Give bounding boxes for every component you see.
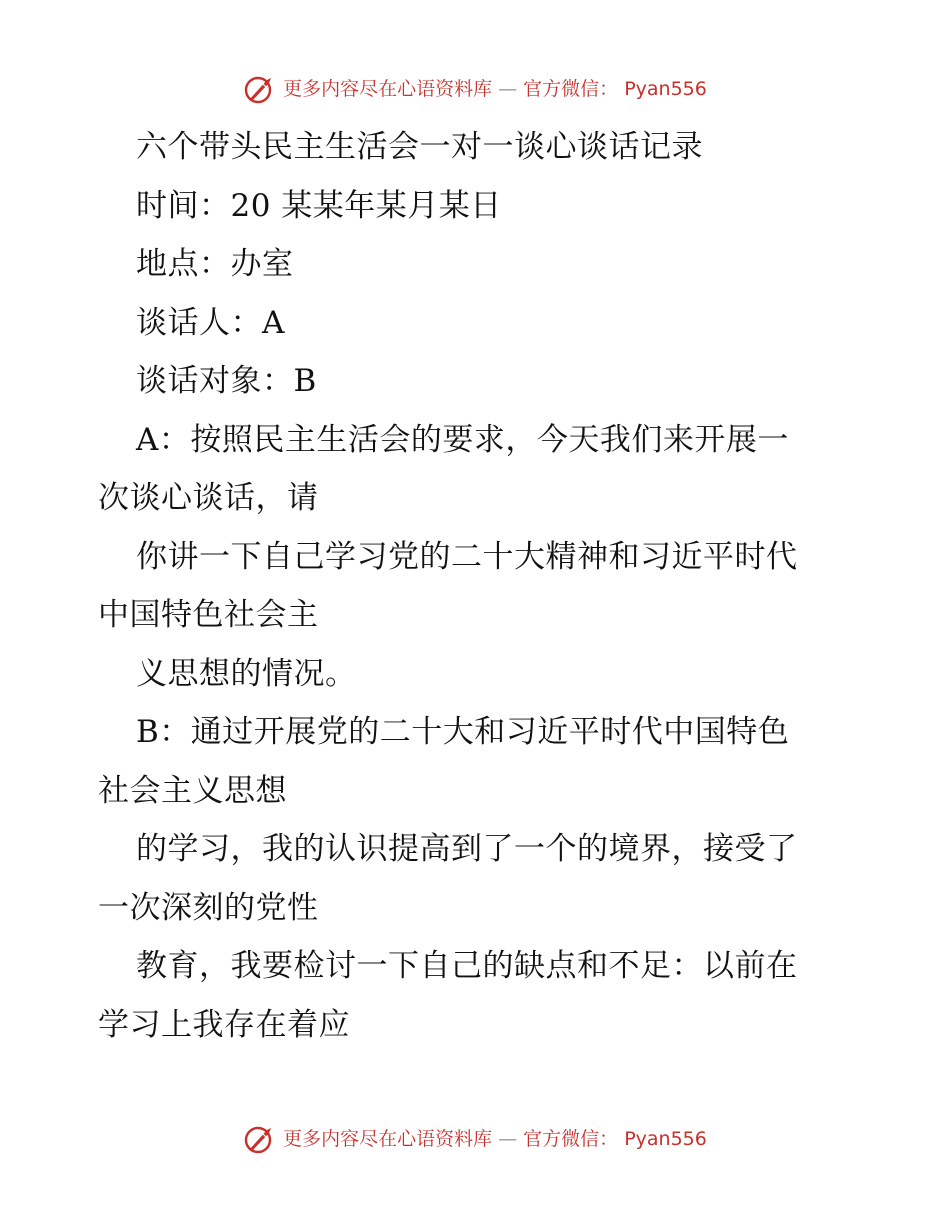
document-title: 六个带头民主生活会一对一谈心谈话记录 [136,129,703,165]
meta-interviewee: 谈话对象：B [136,363,317,399]
quill-pen-circle-logo-icon [243,1124,277,1154]
paragraph-line: B：通过开展党的二十大和习近平时代中国特色 [136,714,790,750]
paragraph-line: 你讲一下自己学习党的二十大精神和习近平时代 [136,538,798,575]
paragraph-line: 教育，我要检讨一下自己的缺点和不足：以前在 [136,948,798,984]
document-body [98,118,858,1054]
meta-speaker: 谈话人：A [136,304,285,341]
watermark-separator: — [498,1128,518,1150]
paragraph-line: 社会主义思想 [98,772,287,809]
paragraph-line: A：按照民主生活会的要求，今天我们来开展一 [136,421,789,458]
quill-pen-circle-logo-icon [243,74,277,104]
paragraph-line: 次谈心谈话，请 [98,480,319,516]
paragraph-line: 的学习，我的认识提高到了一个的境界，接受了 [136,831,798,867]
watermark-footer [0,1124,950,1154]
meta-time: 时间：20 某某年某月某日 [136,187,502,224]
watermark-text: 更多内容尽在心语资料库 [283,78,493,100]
paragraph-line: 学习上我存在着应 [98,1006,350,1043]
watermark-handle: Pyan556 [624,78,707,100]
paragraph-line: 中国特色社会主 [98,597,319,633]
watermark-handle: Pyan556 [624,1128,707,1150]
meta-location: 地点：办室 [136,246,294,282]
watermark-contact: 官方微信： [523,78,619,100]
watermark-header [0,74,950,104]
paragraph-line: 一次深刻的党性 [98,889,319,926]
watermark-contact: 官方微信： [523,1128,619,1150]
watermark-separator: — [498,78,518,100]
watermark-text: 更多内容尽在心语资料库 [283,1128,493,1150]
paragraph-line: 义思想的情况。 [136,655,357,692]
